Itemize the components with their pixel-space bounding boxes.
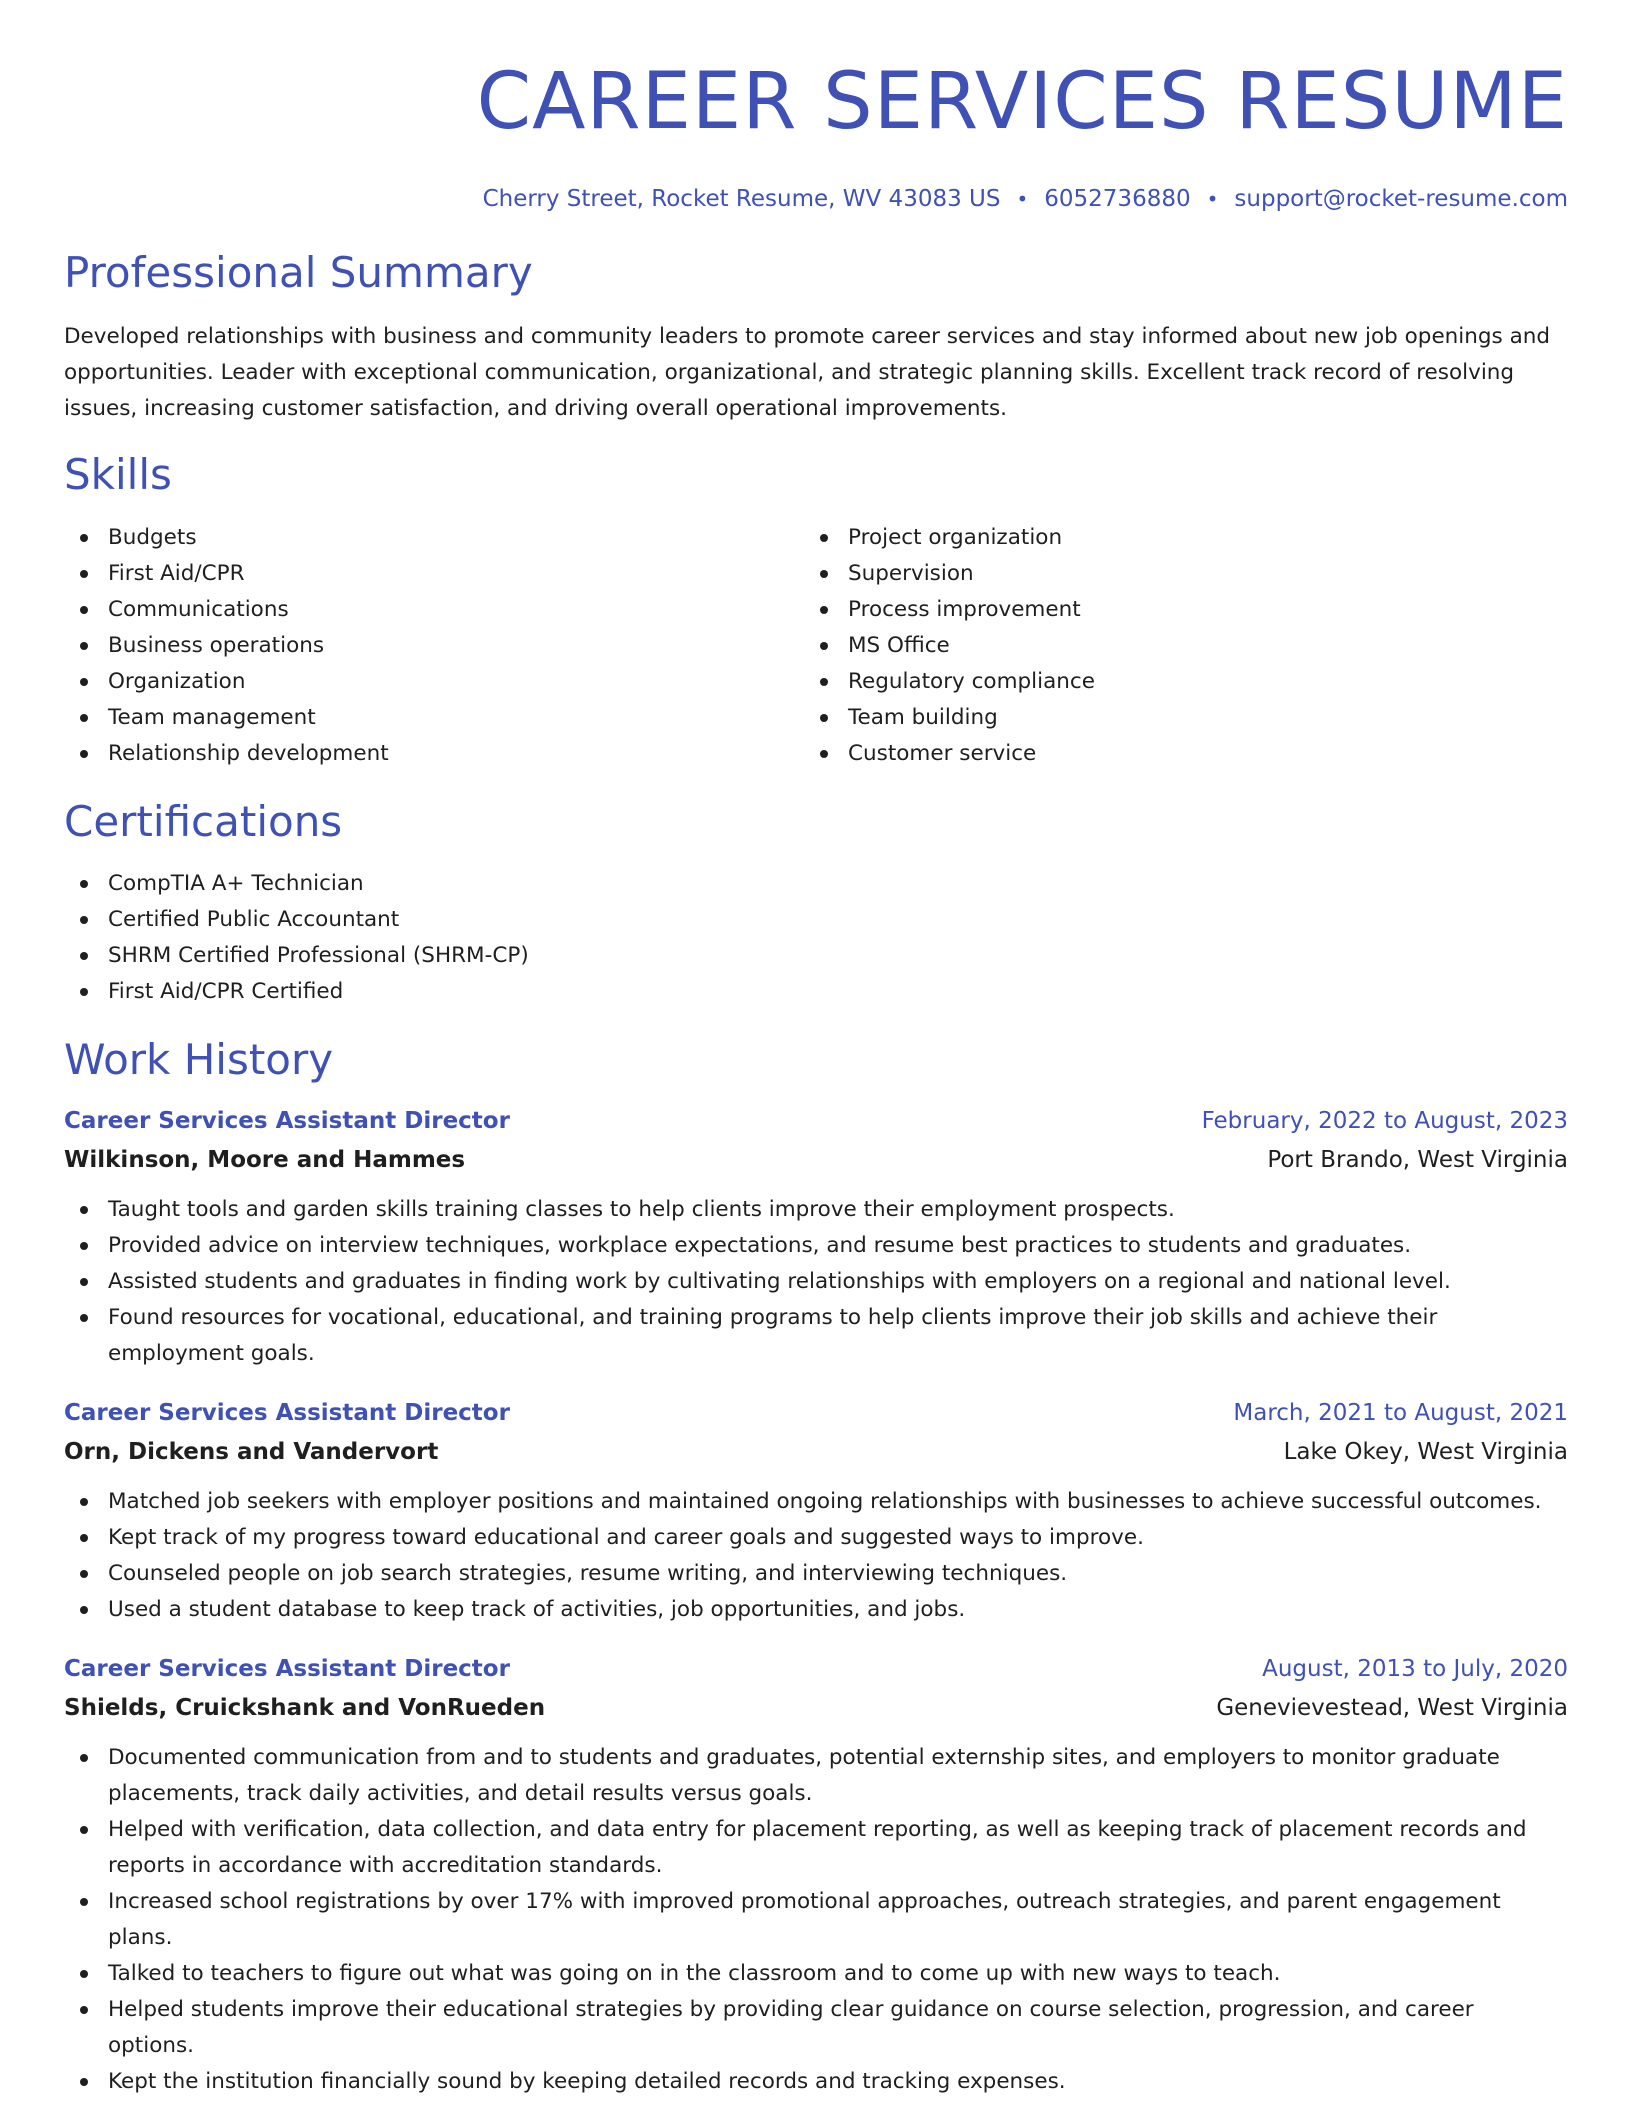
- skill-item: Relationship development: [64, 736, 804, 772]
- certification-item: First Aid/CPR Certified: [64, 974, 1568, 1010]
- skill-item: Process improvement: [804, 592, 1564, 628]
- job-header: [64, 1650, 1568, 1688]
- skill-item: Budgets: [64, 520, 804, 556]
- job-subheader: [64, 1140, 1568, 1180]
- job-bullet: Helped students improve their educational strategies by providing clear guidance on course selection, progression, and career options.: [64, 1992, 1564, 2064]
- job-header: [64, 1102, 1568, 1140]
- certification-item: Certified Public Accountant: [64, 902, 1568, 938]
- skill-item: Team building: [804, 700, 1564, 736]
- job-entry: [64, 1650, 1568, 2100]
- job-bullet: Kept the institution financially sound by keeping detailed records and tracking expenses.: [64, 2064, 1564, 2100]
- summary-heading: Professional Summary: [64, 248, 533, 297]
- separator-bullet: •: [1016, 187, 1029, 211]
- job-subheader: [64, 1688, 1568, 1728]
- resume-title: CAREER SERVICES RESUME: [476, 57, 1568, 147]
- job-bullet: Provided advice on interview techniques, workplace expectations, and resume best practices to students and graduates.: [64, 1228, 1564, 1264]
- job-bullet: Talked to teachers to figure out what was going on in the classroom and to come up with new ways to teach.: [64, 1956, 1564, 1992]
- job-bullet: Kept track of my progress toward educational and career goals and suggested ways to improve.: [64, 1520, 1564, 1556]
- job-entry: [64, 1394, 1568, 1628]
- skill-item: MS Office: [804, 628, 1564, 664]
- summary-text: Developed relationships with business and community leaders to promote career services and stay informed about new job openings and opportunities. Leader with exceptional communication, organizational, and strategic planning skills. Excellent track record of resolving issues, increasing customer satisfaction, and driving overall operational improvements.: [64, 324, 1551, 421]
- work-history-heading: Work History: [64, 1035, 334, 1084]
- certifications-list: [64, 866, 1568, 1010]
- contact-address: Cherry Street, Rocket Resume, WV 43083 US: [482, 186, 1001, 212]
- skill-item: Customer service: [804, 736, 1564, 772]
- skill-item: Communications: [64, 592, 804, 628]
- job-bullet: Found resources for vocational, educational, and training programs to help clients improve their job skills and achieve their employment goals.: [64, 1300, 1564, 1372]
- certification-item: CompTIA A+ Technician: [64, 866, 1568, 902]
- job-bullet: Helped with verification, data collection, and data entry for placement reporting, as well as keeping track of placement records and reports in accordance with accreditation standards.: [64, 1812, 1564, 1884]
- skill-item: Regulatory compliance: [804, 664, 1564, 700]
- skill-item: Team management: [64, 700, 804, 736]
- contact-line: [64, 183, 1568, 215]
- job-dates: February, 2022 to August, 2023: [1201, 1108, 1568, 1134]
- job-title: Career Services Assistant Director: [64, 1656, 510, 1682]
- job-entry: [64, 1102, 1568, 1372]
- skills-list-right: [804, 520, 1564, 772]
- job-bullet: Counseled people on job search strategies, resume writing, and interviewing techniques.: [64, 1556, 1564, 1592]
- job-location: Lake Okey, West Virginia: [1283, 1439, 1568, 1465]
- job-location: Port Brando, West Virginia: [1267, 1147, 1568, 1173]
- job-title: Career Services Assistant Director: [64, 1108, 510, 1134]
- skill-item: First Aid/CPR: [64, 556, 804, 592]
- job-header: [64, 1394, 1568, 1432]
- job-company: Shields, Cruickshank and VonRueden: [64, 1695, 546, 1721]
- skill-item: Supervision: [804, 556, 1564, 592]
- job-subheader: [64, 1432, 1568, 1472]
- job-bullet: Taught tools and garden skills training classes to help clients improve their employment prospects.: [64, 1192, 1564, 1228]
- job-title: Career Services Assistant Director: [64, 1400, 510, 1426]
- separator-bullet: •: [1206, 187, 1219, 211]
- job-location: Genevievestead, West Virginia: [1216, 1695, 1568, 1721]
- job-company: Orn, Dickens and Vandervort: [64, 1439, 439, 1465]
- skills-grid: [64, 520, 1568, 772]
- job-bullet: Matched job seekers with employer positions and maintained ongoing relationships with businesses to achieve successful outcomes.: [64, 1484, 1564, 1520]
- job-bullets: [64, 1192, 1564, 1372]
- job-bullets: [64, 1484, 1564, 1628]
- contact-phone: 6052736880: [1044, 186, 1191, 212]
- skill-item: Project organization: [804, 520, 1564, 556]
- skill-item: Business operations: [64, 628, 804, 664]
- job-dates: August, 2013 to July, 2020: [1262, 1656, 1568, 1682]
- skills-heading: Skills: [64, 450, 172, 499]
- job-bullet: Used a student database to keep track of activities, job opportunities, and jobs.: [64, 1592, 1564, 1628]
- skills-list-left: [64, 520, 804, 772]
- job-bullets: [64, 1740, 1564, 2100]
- contact-email: support@rocket-resume.com: [1234, 186, 1568, 212]
- certification-item: SHRM Certified Professional (SHRM-CP): [64, 938, 1568, 974]
- job-dates: March, 2021 to August, 2021: [1233, 1400, 1568, 1426]
- job-company: Wilkinson, Moore and Hammes: [64, 1147, 466, 1173]
- job-bullet: Assisted students and graduates in finding work by cultivating relationships with employers on a regional and national level.: [64, 1264, 1564, 1300]
- job-bullet: Documented communication from and to students and graduates, potential externship sites, and employers to monitor graduate placements, track daily activities, and detail results versus goals.: [64, 1740, 1564, 1812]
- job-bullet: Increased school registrations by over 17% with improved promotional approaches, outreach strategies, and parent engagement plans.: [64, 1884, 1564, 1956]
- skill-item: Organization: [64, 664, 804, 700]
- certifications-heading: Certifications: [64, 797, 343, 846]
